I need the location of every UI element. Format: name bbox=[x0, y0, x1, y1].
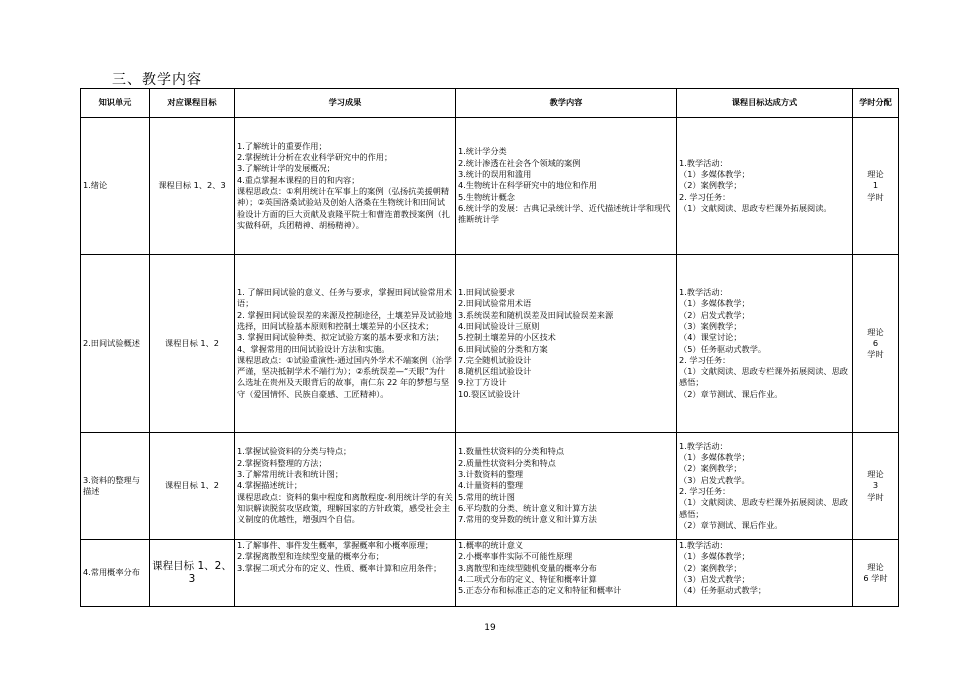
method-line: （4）任务驱动式教学； bbox=[679, 585, 767, 596]
header-row bbox=[81, 89, 899, 118]
content-cell bbox=[456, 118, 677, 255]
method-line: 1.教学活动： bbox=[679, 440, 728, 451]
outcome-line: 1.掌握试验资料的分类与特点； bbox=[237, 446, 352, 457]
outcome-line: 3.掌握二项式分布的定义、性质、概率计算和应用条件； bbox=[237, 562, 442, 573]
page-number: 19 bbox=[484, 623, 496, 633]
content-line: 4.生物统计在科学研究中的地位和作用 bbox=[458, 180, 597, 191]
content-line: 7.常用的变异数的统计意义和计算方法 bbox=[458, 514, 597, 525]
method-line: （5）任务驱动式教学。 bbox=[679, 343, 767, 354]
outcomes-cell bbox=[235, 255, 456, 433]
outcome-line: 4.掌握描述统计； bbox=[237, 480, 303, 491]
hours-cell bbox=[853, 118, 899, 255]
outcome-line: 2.掌握资料整理的方法； bbox=[237, 457, 327, 468]
method-line: 1.教学活动： bbox=[679, 157, 728, 168]
content-line: 9.拉丁方设计 bbox=[458, 377, 507, 388]
teaching-content-table bbox=[80, 88, 899, 607]
outcome-line: 2.掌握统计分析在农业科学研究中的作用； bbox=[237, 152, 393, 163]
method-line: （2）案例教学； bbox=[679, 562, 742, 573]
unit-cell: 4.常用概率分布 bbox=[81, 540, 150, 607]
method-line: （1）多媒体教学； bbox=[679, 169, 750, 180]
method-line: （2）章节测试、课后作业。 bbox=[679, 519, 783, 530]
header-unit: 知识单元 bbox=[81, 89, 150, 118]
method-line: 2. 学习任务： bbox=[679, 191, 731, 202]
outcome-line: 2. 掌握田间试验误差的来源及控制途径，土壤差异及试验地选择，田间试验基本原则和控制土壤差异的小区技术； bbox=[237, 309, 453, 331]
goal-cell: 课程目标 1、2 bbox=[150, 255, 235, 433]
outcome-line: 4.重点掌握本课程的目的和内容； bbox=[237, 174, 360, 185]
content-line: 8.随机区组试验设计 bbox=[458, 366, 532, 377]
outcomes-cell bbox=[235, 118, 456, 255]
content-line: 2.统计渗透在社会各个领域的案例 bbox=[458, 157, 581, 168]
content-line: 7.完全随机试验设计 bbox=[458, 354, 532, 365]
method-line: （1）文献阅读、思政专栏课外拓展阅读。 bbox=[679, 202, 832, 213]
methods-cell bbox=[677, 433, 853, 540]
outcome-line: 1.了解事件、事件发生概率，掌握概率和小概率原理； bbox=[237, 540, 434, 550]
content-line: 6.平均数的分类、统计意义和计算方法 bbox=[458, 502, 597, 513]
content-cell bbox=[456, 540, 677, 607]
method-line: （2）启发式教学； bbox=[679, 309, 750, 320]
content-line: 3.计数资料的整理 bbox=[458, 469, 524, 480]
unit-cell: 1.绪论 bbox=[81, 118, 150, 255]
content-line: 1.统计学分类 bbox=[458, 146, 507, 157]
content-line: 4.计量资料的整理 bbox=[458, 480, 524, 491]
method-line: （1）多媒体教学； bbox=[679, 452, 750, 463]
method-line: 1.教学活动： bbox=[679, 540, 728, 550]
content-line: 4.二项式分布的定义、特征和概率计算 bbox=[458, 573, 597, 584]
content-line: 3.系统误差和随机误差及田间试验误差来源 bbox=[458, 309, 614, 320]
method-line: （3）启发式教学。 bbox=[679, 474, 750, 485]
table-row bbox=[81, 540, 899, 607]
header-methods: 课程目标达成方式 bbox=[677, 89, 853, 118]
content-line: 5.常用的统计图 bbox=[458, 491, 515, 502]
table-row bbox=[81, 118, 899, 255]
content-line: 3.离散型和连续型随机变量的概率分布 bbox=[458, 562, 597, 573]
section-title: 三、教学内容 bbox=[112, 72, 202, 88]
outcome-line: 3. 掌握田间试验种类、拟定试验方案的基本要求和方法； bbox=[237, 332, 444, 343]
table-row bbox=[81, 255, 899, 433]
hours-line: 学时 bbox=[867, 349, 884, 360]
method-line: （2）案例教学； bbox=[679, 180, 742, 191]
goal-cell: 课程目标 1、2、3 bbox=[150, 118, 235, 255]
outcomes-cell bbox=[235, 540, 456, 607]
hours-cell bbox=[853, 540, 899, 607]
header-outcomes: 学习成果 bbox=[235, 89, 456, 118]
method-line: （4）课堂讨论； bbox=[679, 332, 742, 343]
method-line: （3）启发式教学； bbox=[679, 573, 750, 584]
hours-cell bbox=[853, 255, 899, 433]
hours-line: 6 学时 bbox=[863, 573, 888, 583]
outcome-line: 3.了解统计学的发展概况； bbox=[237, 163, 335, 174]
outcome-line: 课程思政点：①试验重演性-通过国内外学术不端案例（治学严谨，坚决抵制学术不端行为）；②系统误差—“天眼”为什么选址在贵州及天眼背后的故事，南仁东 22 年的梦想与坚守（爱国情怀、民族自豪感、工匠精神）。 bbox=[237, 354, 452, 399]
hours-line: 理论 bbox=[867, 169, 884, 180]
table-row bbox=[81, 433, 899, 540]
hours-line: 理论 bbox=[867, 561, 884, 572]
method-line: （1）多媒体教学； bbox=[679, 551, 750, 562]
methods-cell bbox=[677, 255, 853, 433]
method-line: （1）多媒体教学； bbox=[679, 298, 750, 309]
method-line: （1）文献阅读、思政专栏课外拓展阅读、思政感悟； bbox=[679, 366, 848, 388]
outcome-line: 1.了解统计的重要作用； bbox=[237, 140, 327, 151]
hours-line: 理论 bbox=[867, 469, 884, 480]
methods-cell bbox=[677, 540, 853, 607]
content-line: 5.正态分布和标准正态的定义和特征和概率计 bbox=[458, 585, 622, 596]
hours-line: 学时 bbox=[867, 191, 884, 202]
methods-cell bbox=[677, 118, 853, 255]
hours-line: 6 bbox=[872, 337, 879, 348]
method-line: （3）案例教学； bbox=[679, 320, 742, 331]
content-cell bbox=[456, 255, 677, 433]
header-hours: 学时分配 bbox=[853, 89, 899, 118]
header-goal: 对应课程目标 bbox=[150, 89, 235, 118]
method-line: （1）文献阅读、思政专栏课外拓展阅读、思政感悟； bbox=[679, 497, 848, 519]
content-line: 6.田间试验的分类和方案 bbox=[458, 343, 548, 354]
hours-line: 理论 bbox=[867, 326, 884, 337]
content-line: 1.数量性状资料的分类和特点 bbox=[458, 446, 565, 457]
content-cell bbox=[456, 433, 677, 540]
outcome-line: 4、掌握常用的田间试验设计方法和实施。 bbox=[237, 343, 390, 354]
outcome-line: 课程思政点：①利用统计在军事上的案例（弘扬抗美援朝精神）；②英国洛桑试验站及创始人洛桑在生物统计和田间试验设计方面的巨大贡献及袁隆平院士和曹连莆教授案例（扎实做科研，兵团精神、胡杨精神）。 bbox=[237, 186, 450, 230]
content-line: 6.统计学的发展：古典记录统计学、近代描述统计学和现代推断统计学 bbox=[458, 202, 671, 225]
outcome-line: 3.了解常用统计表和统计图； bbox=[237, 469, 344, 480]
header-content: 教学内容 bbox=[456, 89, 677, 118]
content-line: 1.概率的统计意义 bbox=[458, 540, 524, 550]
goal-cell: 课程目标 1、2、3 bbox=[150, 540, 235, 607]
content-line: 5.生物统计概念 bbox=[458, 191, 515, 202]
outcome-line: 课程思政点：资料的集中程度和离散程度-利用统计学的有关知识解读脱贫攻坚政策，理解国家的方针政策，感受社会主义制度的优越性，增强四个自信。 bbox=[237, 491, 453, 525]
method-line: 2. 学习任务： bbox=[679, 486, 731, 496]
method-line: （2）章节测试、课后作业。 bbox=[679, 388, 783, 399]
content-line: 5.控制土壤差异的小区技术 bbox=[458, 332, 556, 343]
goal-cell: 课程目标 1、2 bbox=[150, 433, 235, 540]
hours-cell bbox=[853, 433, 899, 540]
hours-line: 1 bbox=[872, 180, 879, 191]
content-line: 3.统计的误用和滥用 bbox=[458, 169, 532, 180]
method-line: （2）案例教学； bbox=[679, 463, 742, 474]
content-line: 1.田间试验要求 bbox=[458, 287, 515, 298]
content-line: 2.质量性状资料分类和特点 bbox=[458, 457, 556, 468]
outcomes-cell bbox=[235, 433, 456, 540]
unit-cell: 3.资料的整理与描述 bbox=[81, 433, 150, 540]
unit-cell: 2.田间试验概述 bbox=[81, 255, 150, 433]
hours-line: 学时 bbox=[867, 491, 884, 502]
content-line: 2.田间试验常用术语 bbox=[458, 298, 532, 309]
content-line: 4.田间试验设计三原则 bbox=[458, 320, 540, 331]
content-line: 2.小概率事件实际不可能性原理 bbox=[458, 551, 573, 562]
hours-line: 3 bbox=[872, 480, 879, 491]
outcome-line: 1. 了解田间试验的意义、任务与要求，掌握田间试验常用术语； bbox=[237, 287, 453, 309]
method-line: 1.教学活动： bbox=[679, 287, 728, 298]
content-line: 10.裂区试验设计 bbox=[458, 388, 521, 399]
method-line: 2. 学习任务： bbox=[679, 354, 731, 365]
outcome-line: 2.掌握离散型和连续型变量的概率分布； bbox=[237, 551, 384, 562]
